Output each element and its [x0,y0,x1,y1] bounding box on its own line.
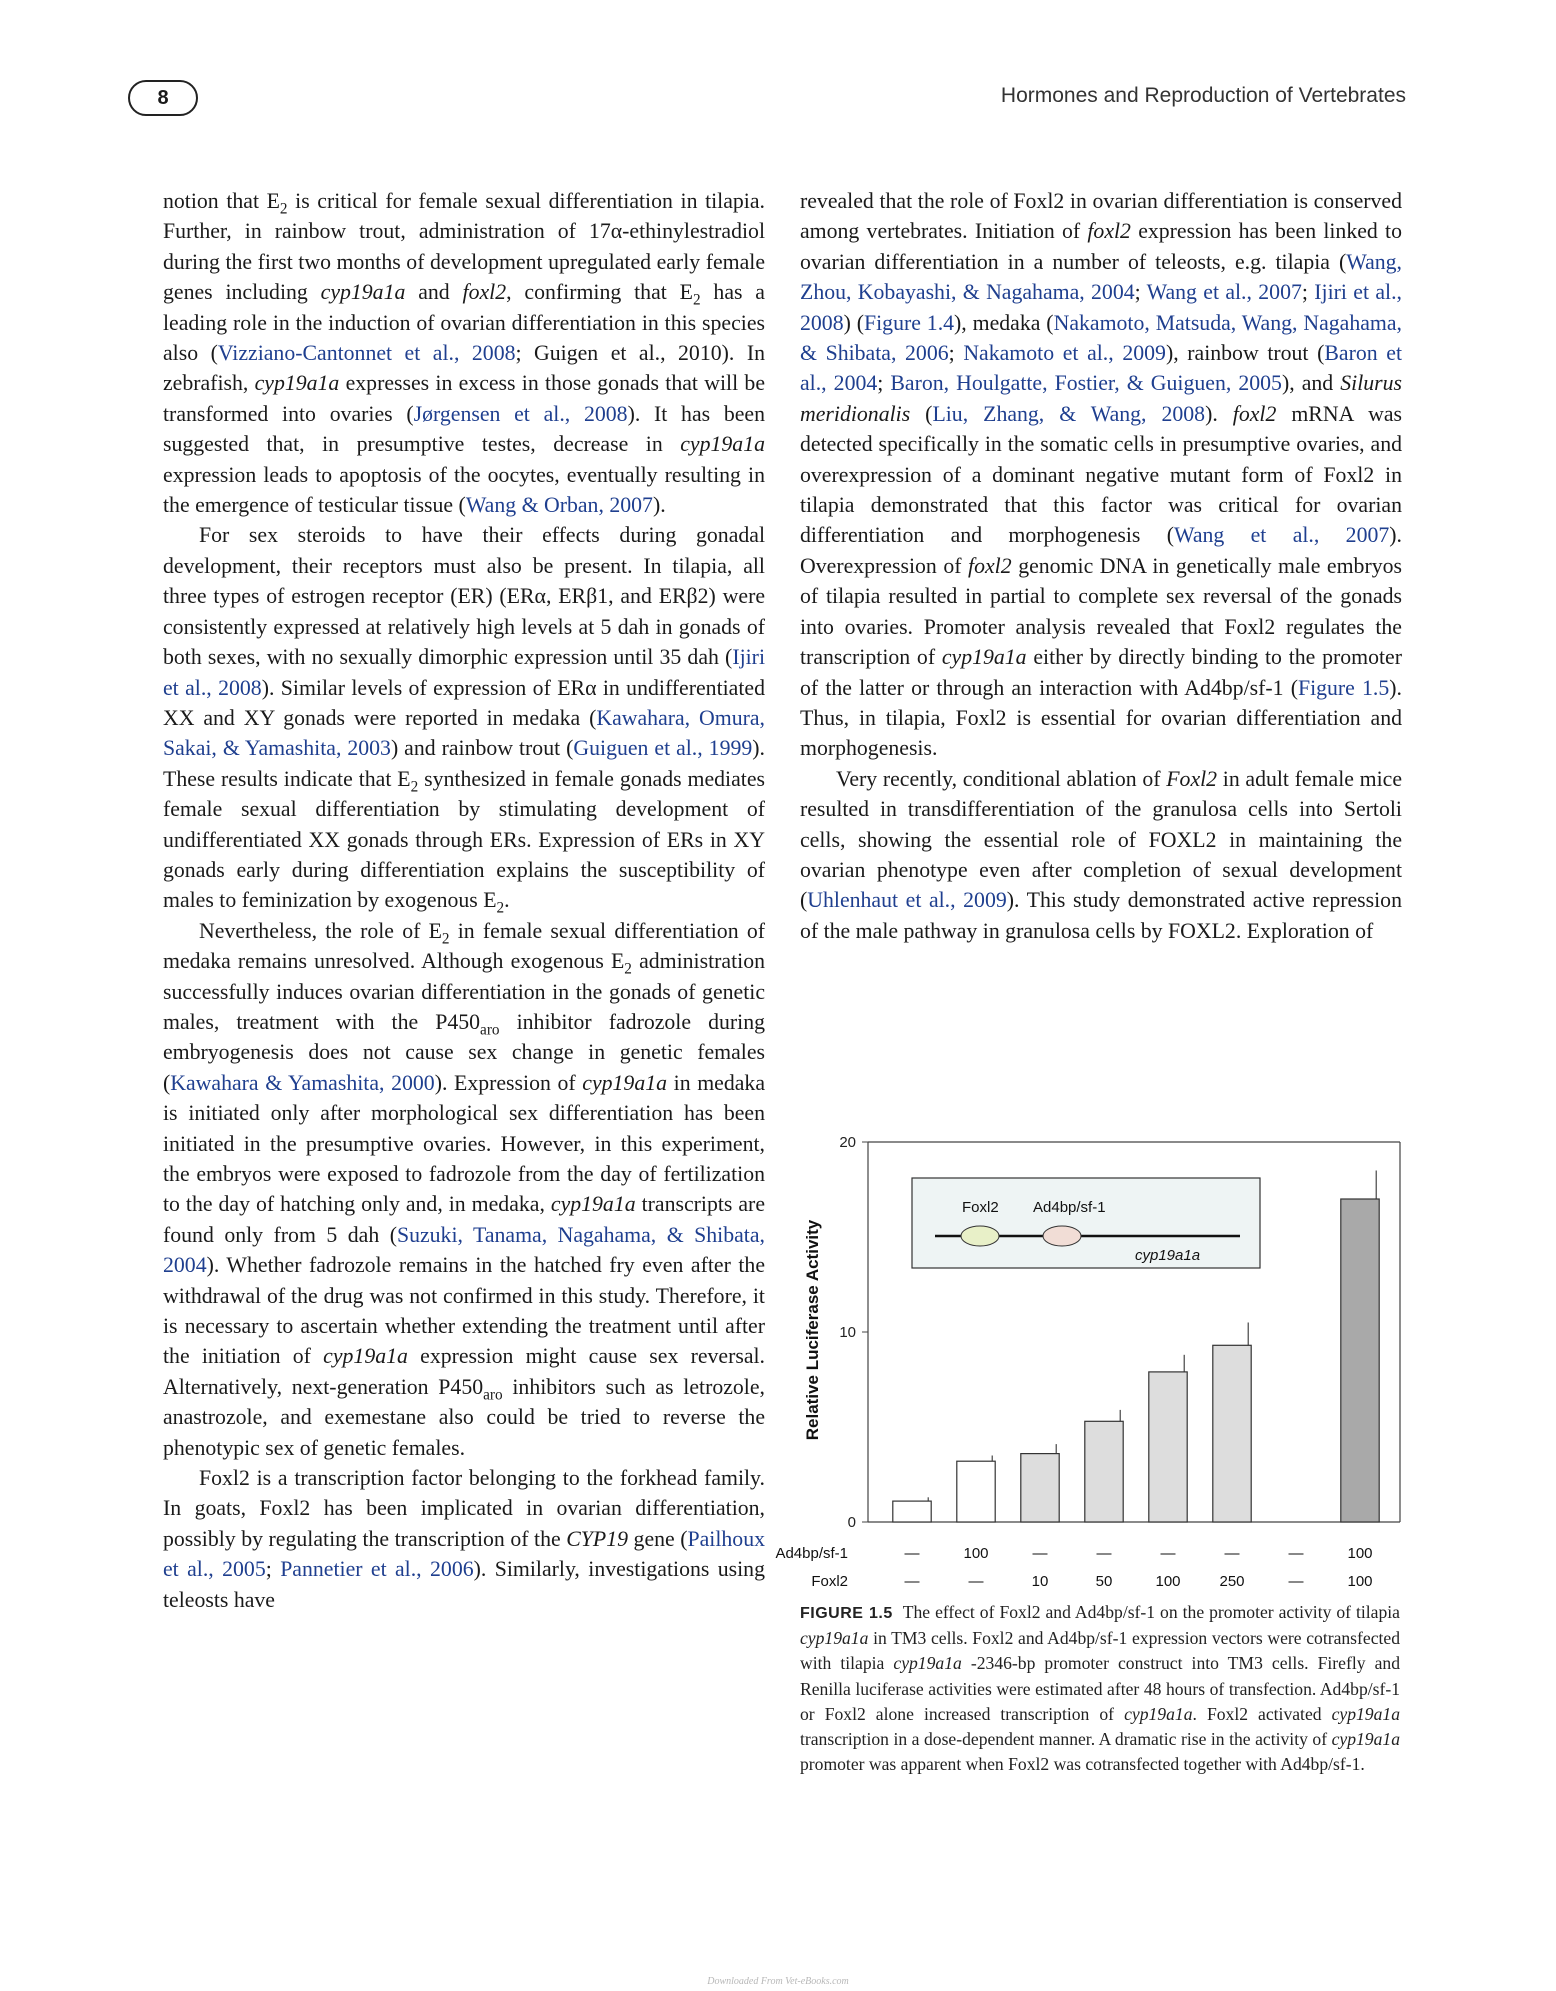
text-run: ). Expression of [434,1070,583,1095]
subscript: aro [480,1021,500,1039]
citation-link[interactable]: Figure 1.5 [1297,675,1390,700]
text-run: ). Similar levels of expression of ERα in undifferentiated XX and XY gonads were reported in medaka ( [163,675,765,730]
bar [1021,1454,1059,1522]
text-run: ; [1301,280,1315,305]
italic-term: cyp19a1a [1331,1729,1400,1750]
bar [893,1501,931,1522]
italic-term: foxl2 [968,553,1012,578]
text-run: and [405,280,463,305]
treatment-cell: — [904,1545,920,1562]
bar [1341,1199,1379,1522]
italic-term: foxl2 [1087,219,1131,244]
text-run: in medaka is initiated only after morphological sex differentiation has been initiated in the presumptive ovaries. However, in this experiment, the embryos were exposed to fadrozole from the day of fertilization to the day of hatching only and, in medaka, [163,1070,765,1217]
citation-link[interactable]: Wang, Zhou, Kobayashi, & Nagahama, 2004 [800,249,1402,305]
text-run: ( [910,401,933,426]
text-run: transcripts are found only from 5 dah ( [163,1192,765,1247]
text-run: promoter was apparent when Foxl2 was cotransfected together with Ad4bp/sf-1. [800,1754,1365,1775]
text-run: has a leading role in the induction of ovarian differentiation in this species also ( [163,280,765,366]
citation-link[interactable]: Guiguen et al., 1999 [573,736,753,761]
treatment-cell: — [1032,1545,1048,1562]
y-axis-label: Relative Luciferase Activity [803,1219,822,1441]
figure-1-5-chart [775,1120,1410,1590]
bar [1149,1372,1187,1522]
treatment-cell: — [1224,1545,1240,1562]
paragraph [163,520,765,915]
citation-link[interactable]: Ijiri et al., 2008 [163,645,765,700]
figure-caption [800,1600,1400,1777]
treatment-row-label: Ad4bp/sf-1 [775,1545,848,1562]
treatment-cell: — [968,1573,984,1590]
text-run: ). [652,493,666,518]
treatment-cell: — [1288,1545,1304,1562]
italic-term: CYP19 [566,1526,628,1551]
text-run: For sex steroids to have their effects during gonadal development, their receptors must also be present. In tilapia, all three types of estrogen receptor (ER) (ERα, ERβ1, and ERβ2) were consistently expressed at relatively high levels at 5 dah in gonads of both sexes, with no sexually dimorphic expression until 35 dah ( [163,523,765,670]
citation-link[interactable]: Jørgensen et al., 2008 [413,401,628,426]
text-run: ). It has been suggested that, in presumptive testes, decrease in [163,401,765,457]
bar-chart [775,1120,1410,1590]
inset-box [912,1178,1260,1268]
text-run: ; [1134,280,1147,305]
ad4bp-site [1043,1226,1081,1246]
citation-link[interactable]: Pailhoux et al., 2005 [163,1526,766,1582]
text-run: ) ( [843,310,864,335]
text-run: revealed that the role of Foxl2 in ovarian differentiation is conserved among vertebrates. Initiation of [800,189,1402,244]
text-run: ), medaka ( [954,310,1054,335]
text-run: , confirming that E [506,280,693,305]
foxl2-site [961,1226,999,1246]
text-run: notion that E [163,189,280,213]
paragraph [163,916,765,1463]
right-column [800,186,1402,946]
treatment-cell: 100 [1347,1573,1373,1590]
inset-ad4bp-label: Ad4bp/sf-1 [1033,1199,1106,1216]
text-run: ) and rainbow trout ( [390,736,574,761]
citation-link[interactable]: Uhlenhaut et al., 2009 [807,888,1007,913]
text-run: expression leads to apoptosis of the oocytes, eventually resulting in the emergence of testicular tissue ( [163,462,765,518]
text-run: Nevertheless, the role of E [199,918,442,943]
subscript: 2 [692,291,701,309]
italic-term: cyp19a1a [800,1628,869,1649]
citation-link[interactable]: Wang & Orban, 2007 [465,493,653,518]
italic-term: cyp19a1a [941,645,1027,670]
text-run: genomic DNA in genetically male embryos of tilapia resulted in partial to complete sex reversal of the gonads into ovaries. Promoter analysis revealed that Foxl2 regulates the transcription of [800,553,1402,670]
text-run: expresses in excess in those gonads that will be transformed into ovaries ( [163,371,765,426]
treatment-cell: — [1288,1573,1304,1590]
paragraph [800,186,1402,764]
italic-term: foxl2 [462,280,507,305]
text-run: ). Whether fadrozole remains in the hatched fry even after the withdrawal of the drug was not confirmed in this study. Therefore, it is necessary to ascertain whether extending the treatment until after the initiation of [163,1253,765,1369]
text-run: transcription in a dose-dependent manner. A dramatic rise in the activity of [800,1729,1332,1750]
text-run: ). Overexpression of [800,523,1402,578]
citation-link[interactable]: Ijiri et al., 2008 [800,280,1402,335]
running-title: Hormones and Reproduction of Vertebrates [1000,84,1406,107]
treatment-cell: 100 [963,1545,989,1562]
bar [1213,1345,1251,1522]
citation-link[interactable]: Suzuki, Tanama, Nagahama, & Shibata, 2004 [163,1222,765,1278]
text-run: administration successfully induces ovarian differentiation in the gonads of genetic males, treatment with the P450 [163,949,765,1034]
citation-link[interactable]: Figure 1.4 [864,310,955,335]
citation-link[interactable]: Vizziano-Cantonnet et al., 2008 [217,341,516,366]
text-run: either by directly binding to the promoter of the latter or through an interaction with Ad4bp/sf-1 ( [800,645,1402,700]
text-run: synthesized in female gonads mediates female sexual differentiation by stimulating development of undifferentiated XX gonads through ERs. Expression of ERs in XY gonads early during differentiation explains the susceptibility of males to feminization by exogenous E [163,766,765,913]
text-run: inhibitors such as letrozole, anastrozole, and exemestane also could be tried to reverse the phenotypic sex of genetic females. [163,1374,765,1460]
treatment-cell: 100 [1155,1573,1181,1590]
text-run: inhibitor fadrozole during embryogenesis does not cause sex change in genetic females ( [163,1009,765,1095]
italic-term: cyp19a1a [550,1192,636,1217]
text-run: in adult female mice resulted in transdifferentiation of the granulosa cells into Sertoli cells, showing the essential role of FOXL2 in maintaining the ovarian phenotype even after completion of sexual development ( [800,766,1402,913]
y-tick-label: 20 [839,1134,856,1151]
text-run: The effect of Foxl2 and Ad4bp/sf-1 on the promoter activity of tilapia [902,1602,1400,1622]
citation-link[interactable]: Kawahara, Omura, Sakai, & Yamashita, 2003 [163,705,765,761]
subscript: 2 [279,200,288,218]
treatment-cell: 250 [1219,1573,1245,1590]
treatment-cell: 50 [1095,1573,1113,1590]
caption-text [800,1602,1400,1774]
inset-gene-label: cyp19a1a [1135,1247,1201,1264]
italic-term: cyp19a1a [323,1344,408,1369]
text-run: ). This study demonstrated active repression of the male pathway in granulosa cells by FOXL2. Exploration of [800,888,1402,943]
text-run: is critical for female sexual differentiation in tilapia. Further, in rainbow trout, administration of 17α-ethinylestradiol during the first two months of development upregulated early female genes including [163,189,765,305]
italic-term: cyp19a1a [254,371,340,396]
text-run: in female sexual differentiation of medaka remains unresolved. Although exogenous E [163,918,765,974]
subscript: 2 [496,899,505,917]
citation-link[interactable]: Nakamoto, Matsuda, Wang, Nagahama, & Shibata, 2006 [800,310,1402,366]
text-run: . Foxl2 activated [1192,1703,1332,1724]
y-tick-label: 10 [839,1324,856,1341]
subscript: aro [483,1386,503,1404]
text-run: gene ( [628,1526,688,1551]
citation-link[interactable]: Kawahara & Yamashita, 2000 [170,1070,435,1095]
paragraph [163,1463,765,1615]
text-run: ), and [1281,371,1341,396]
paragraph [800,764,1402,946]
text-run: . [504,888,510,913]
text-run: Very recently, conditional ablation of [836,766,1167,791]
text-run: ). Similarly, investigations using teleosts have [163,1557,765,1612]
treatment-row-label: Foxl2 [811,1573,848,1590]
text-run: expression might cause sex reversal. Alternatively, next-generation P450 [163,1344,766,1399]
text-run: mRNA was detected specifically in the somatic cells in presumptive ovaries, and overexpression of a dominant negative mutant form of Foxl2 in tilapia demonstrated that this factor was critical for ovarian differentiation and morphogenesis ( [800,401,1402,548]
italic-term: cyp19a1a [1331,1703,1400,1724]
watermark: Downloaded From Vet-eBooks.com [707,1976,849,1987]
subscript: 2 [624,960,632,978]
text-run: ), rainbow trout ( [1165,341,1325,366]
left-column [163,186,765,1615]
text-run: ; [948,341,964,366]
bar [1085,1421,1123,1522]
text-run: ). These results indicate that E [163,736,765,791]
text-run: ; [265,1557,281,1582]
text-run: -2346-bp promoter construct into TM3 cells. Firefly and Renilla luciferase activities were estimated after 48 hours of transfection. Ad4bp/sf-1 or Foxl2 alone increased transcription of [800,1653,1400,1724]
figure-label: FIGURE 1.5 [800,1605,893,1622]
text-run: in TM3 cells. Foxl2 and Ad4bp/sf-1 expression vectors were cotransfected with tilapia [800,1628,1400,1674]
y-tick-label: 0 [847,1514,856,1531]
text-run: Foxl2 is a transcription factor belonging to the forkhead family. In goats, Foxl2 has been implicated in ovarian differentiation, possibly by regulating the transcription of the [163,1466,765,1551]
citation-link[interactable]: Liu, Zhang, & Wang, 2008 [932,401,1206,426]
citation-link[interactable]: Pannetier et al., 2006 [280,1557,474,1582]
italic-term: cyp19a1a [893,1653,962,1674]
text-run: expression has been linked to ovarian differentiation in a number of teleosts, e.g. tilapia ( [800,219,1402,274]
subscript: 2 [441,930,450,948]
italic-term: Silurus meridionalis [800,371,1403,426]
italic-term: cyp19a1a [1124,1703,1193,1724]
subscript: 2 [410,778,419,796]
treatment-cell: 100 [1347,1545,1373,1562]
text-run: ; Guigen et al., 2010). In zebrafish, [163,341,765,396]
italic-term: cyp19a1a [320,280,406,305]
italic-term: cyp19a1a [680,432,765,457]
treatment-cell: — [1096,1545,1112,1562]
text-run: ). Thus, in tilapia, Foxl2 is essential for ovarian differentiation and morphogenesis. [800,675,1402,761]
page-number [128,80,198,116]
paragraph [163,186,765,520]
inset-foxl2-label: Foxl2 [962,1199,999,1216]
treatment-cell: — [1160,1545,1176,1562]
treatment-cell: — [904,1573,920,1590]
italic-term: foxl2 [1232,401,1277,426]
citation-link[interactable]: Baron et al., 2004 [800,341,1402,396]
text-run: ; [877,371,891,396]
italic-term: cyp19a1a [582,1070,668,1095]
treatment-cell: 10 [1031,1573,1049,1590]
citation-link[interactable]: Nakamoto et al., 2009 [963,341,1166,366]
bar [957,1461,995,1522]
citation-link[interactable]: Wang et al., 2007 [1174,523,1390,548]
italic-term: Foxl2 [1166,766,1218,791]
citation-link[interactable]: Baron, Houlgatte, Fostier, & Guiguen, 2005 [890,371,1282,396]
citation-link[interactable]: Wang et al., 2007 [1146,280,1302,305]
text-run: ). [1205,401,1233,426]
page-number-text: 8 [157,86,169,109]
